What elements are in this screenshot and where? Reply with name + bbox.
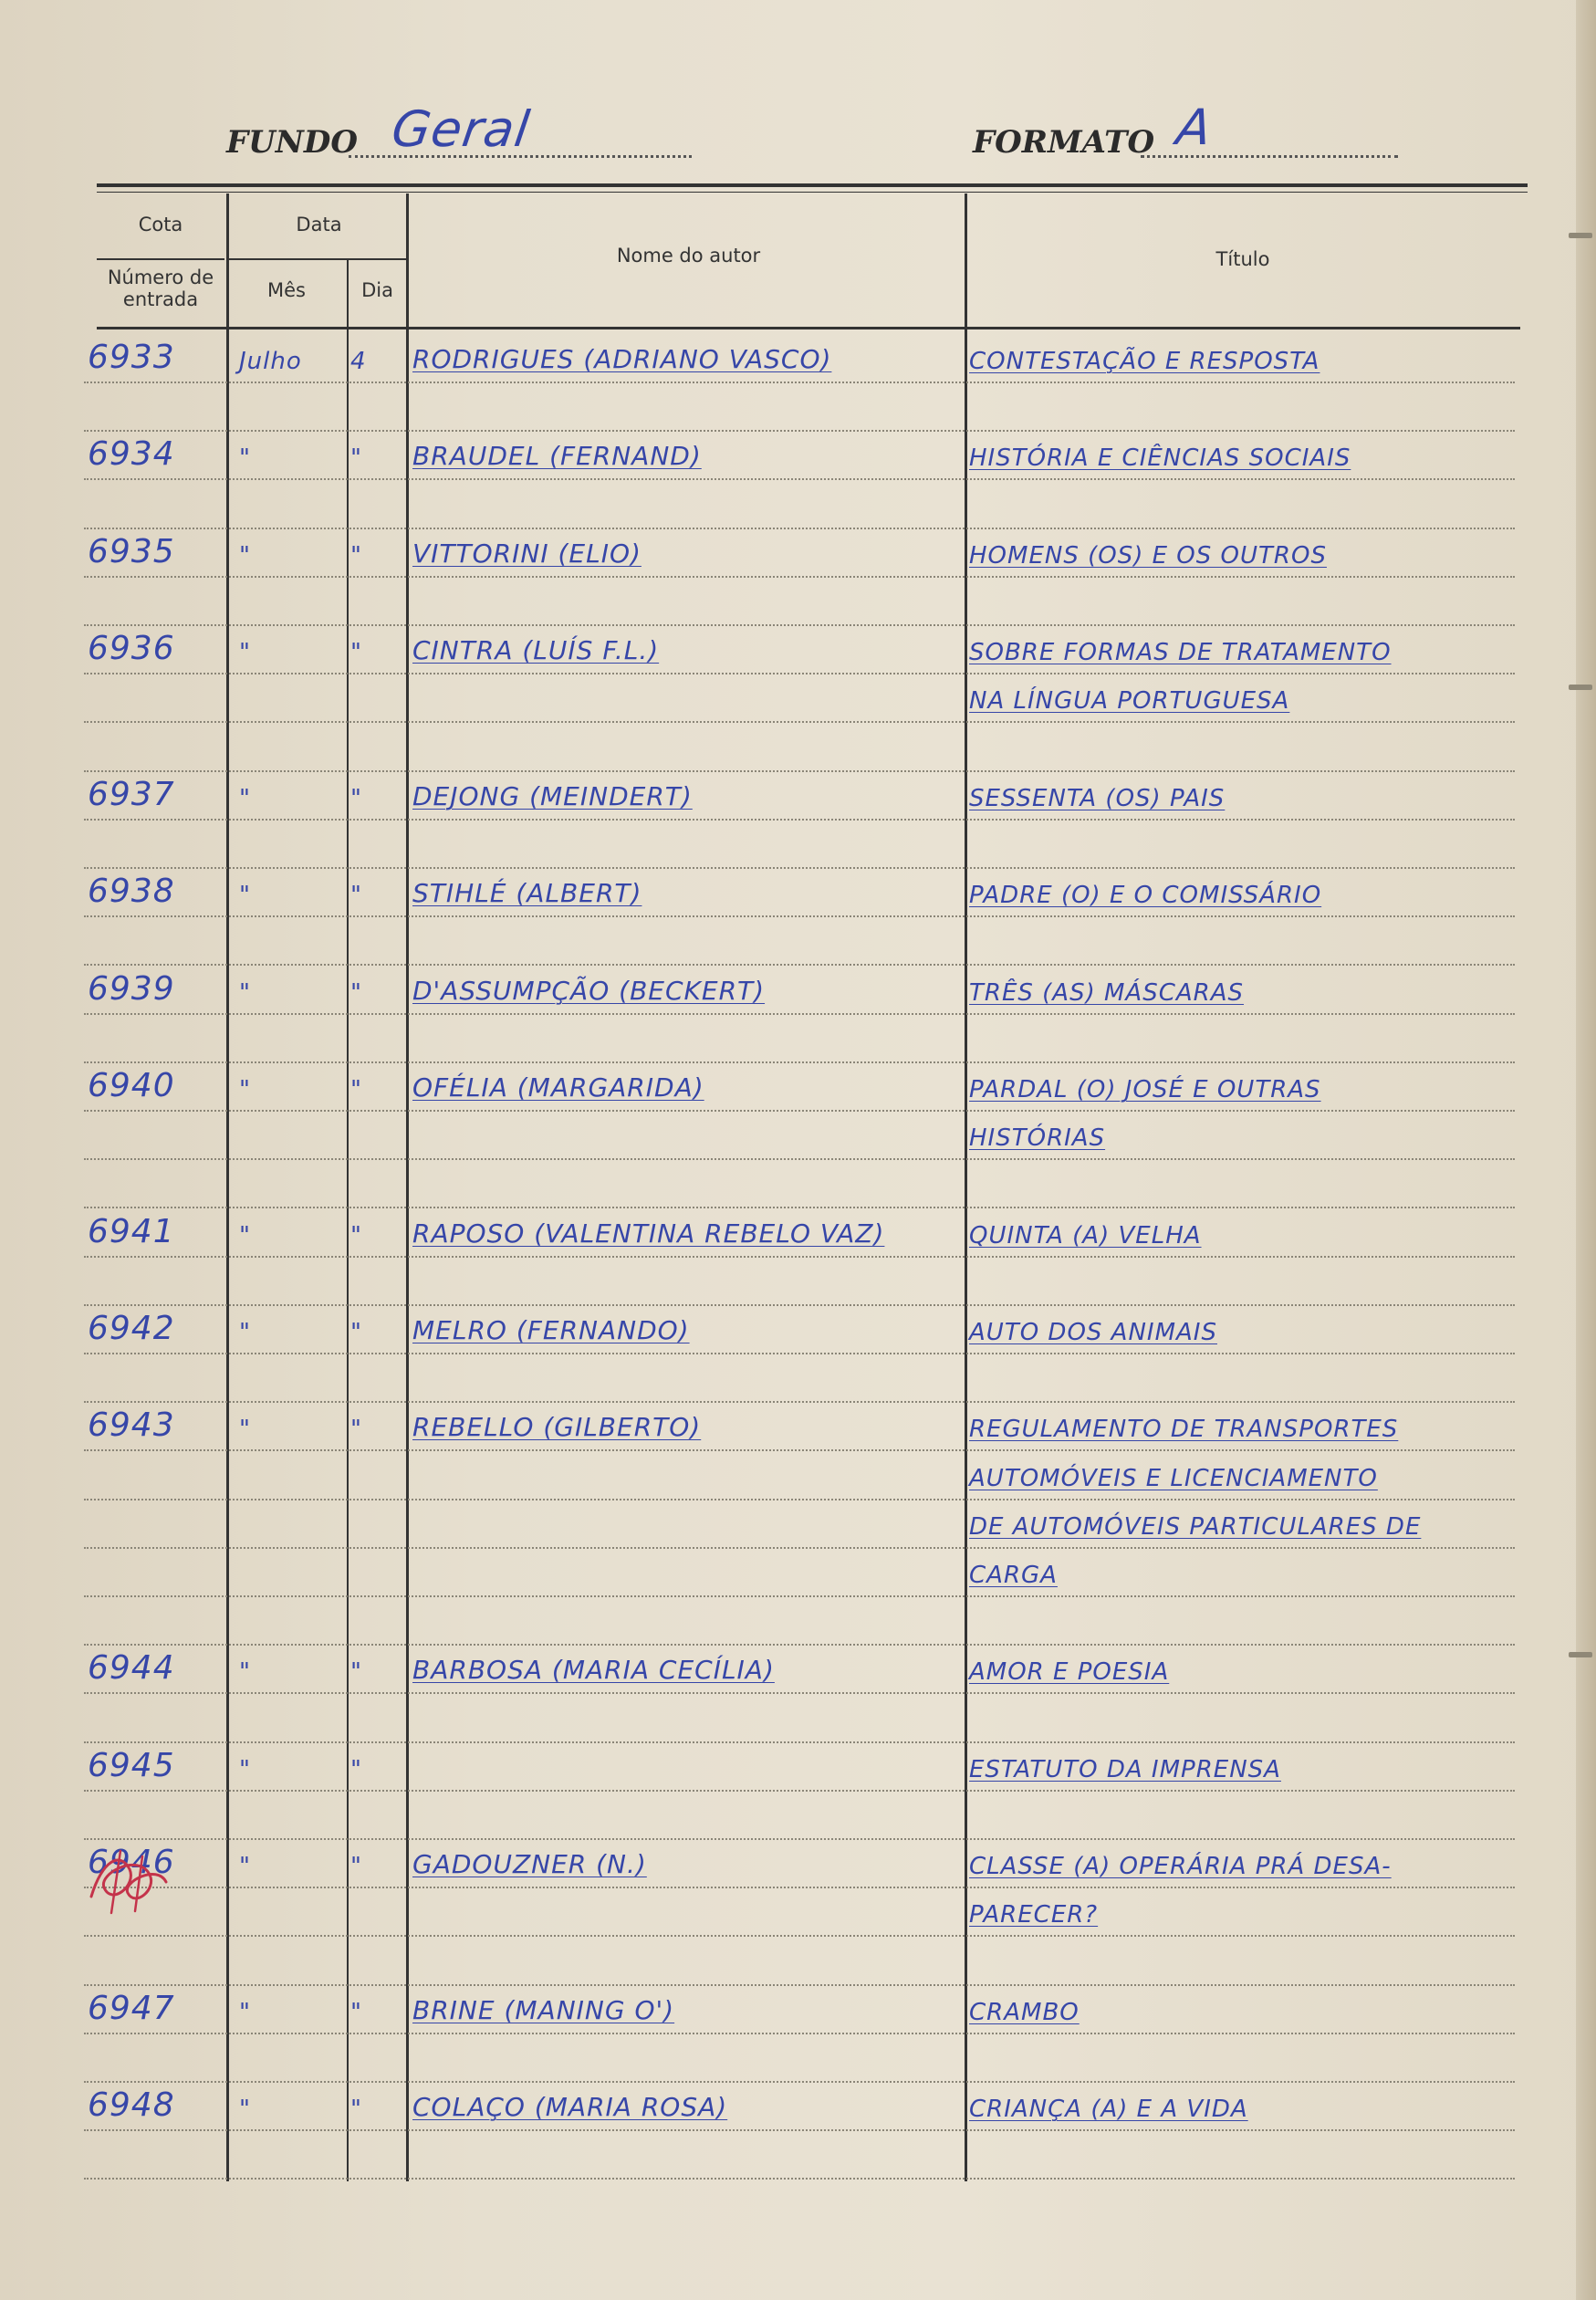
entry-month: " <box>239 1756 251 1783</box>
ruled-line <box>84 819 1515 821</box>
ruled-line <box>84 1692 1515 1694</box>
top-rule <box>97 183 1528 187</box>
entry-title-line: HISTÓRIA E CIÊNCIAS SOCIAIS <box>969 444 1351 472</box>
ruled-line <box>84 1595 1515 1597</box>
ruled-line <box>84 1935 1515 1937</box>
entry-author: VITTORINI (ELIO) <box>412 538 642 569</box>
ruled-line <box>84 1256 1515 1258</box>
entry-title-line: AMOR E POESIA <box>969 1658 1170 1686</box>
entry-number: 6940 <box>88 1067 175 1104</box>
entry-day: " <box>350 1999 362 2026</box>
entry-title-line: CLASSE (A) OPERÁRIA PRÁ DESA- <box>969 1853 1392 1880</box>
ruled-line <box>84 867 1515 869</box>
ruled-line <box>84 1449 1515 1451</box>
vrule-autor <box>965 193 967 2181</box>
ruled-line <box>84 382 1515 383</box>
entry-title-line: PARDAL (O) JOSÉ E OUTRAS <box>969 1076 1321 1103</box>
entry-number: 6943 <box>88 1406 175 1444</box>
ruled-line <box>84 915 1515 917</box>
header-autor: Nome do autor <box>616 245 761 267</box>
entry-day: " <box>350 542 362 570</box>
entry-day: " <box>350 1853 362 1880</box>
entry-month: " <box>239 1416 251 1443</box>
ruled-line <box>84 1790 1515 1792</box>
entry-month: Julho <box>239 348 302 375</box>
entry-title-line: AUTO DOS ANIMAIS <box>969 1319 1217 1346</box>
entry-month: " <box>239 1853 251 1880</box>
ruled-line <box>84 1110 1515 1112</box>
entry-title-line: SOBRE FORMAS DE TRATAMENTO <box>969 639 1392 666</box>
ruled-line <box>84 528 1515 529</box>
entry-title-line: CONTESTAÇÃO E RESPOSTA <box>969 348 1320 375</box>
ruled-line <box>84 1644 1515 1646</box>
entry-author: REBELLO (GILBERTO) <box>412 1412 702 1442</box>
entry-number: 6937 <box>88 776 175 813</box>
entry-number: 6938 <box>88 873 175 910</box>
entry-title-line: DE AUTOMÓVEIS PARTICULARES DE <box>969 1513 1422 1541</box>
entry-month: " <box>239 639 251 666</box>
entry-title-line: REGULAMENTO DE TRANSPORTES <box>969 1416 1399 1443</box>
entry-author: GADOUZNER (N.) <box>412 1849 647 1879</box>
ruled-line <box>84 1547 1515 1549</box>
formato-value: A <box>1173 99 1216 156</box>
entry-author: RODRIGUES (ADRIANO VASCO) <box>412 344 832 374</box>
header-data: Data <box>296 214 342 235</box>
entry-number: 6935 <box>88 533 175 570</box>
ruled-line <box>84 1353 1515 1354</box>
ruled-line <box>84 1838 1515 1840</box>
entry-title-line: HISTÓRIAS <box>969 1124 1106 1152</box>
entry-month: " <box>239 542 251 570</box>
ruled-line <box>84 478 1515 480</box>
entry-title-line: CRAMBO <box>969 1999 1080 2026</box>
staple-lower <box>1569 1652 1592 1657</box>
entry-title-line: NA LÍNGUA PORTUGUESA <box>969 687 1290 715</box>
entry-day: " <box>350 1076 362 1103</box>
fundo-value: Geral <box>388 100 534 158</box>
entry-title-line: PADRE (O) E O COMISSÁRIO <box>969 882 1322 909</box>
ruled-line <box>84 673 1515 674</box>
ruled-line <box>84 1499 1515 1500</box>
entry-day: " <box>350 2096 362 2123</box>
entry-number: 6947 <box>88 1990 175 2027</box>
entry-author: MELRO (FERNANDO) <box>412 1315 690 1345</box>
entry-author: CINTRA (LUÍS F.L.) <box>412 635 660 665</box>
formato-label: FORMATO <box>973 124 1155 161</box>
red-correction-mark <box>84 1842 172 1915</box>
header-titulo: Título <box>1215 248 1270 270</box>
ruled-line <box>84 1013 1515 1015</box>
entry-number: 6936 <box>88 630 175 667</box>
vrule-mes <box>347 259 349 2181</box>
staple-middle <box>1569 685 1592 690</box>
entry-author: BRAUDEL (FERNAND) <box>412 441 702 471</box>
ruled-line <box>84 1207 1515 1208</box>
entry-title-line: QUINTA (A) VELHA <box>969 1222 1202 1249</box>
entry-title-line: AUTOMÓVEIS E LICENCIAMENTO <box>969 1465 1378 1492</box>
header-dia: Dia <box>361 279 393 301</box>
data-divider <box>228 258 406 260</box>
entry-month: " <box>239 1999 251 2026</box>
ruled-line <box>84 964 1515 966</box>
header-mes: Mês <box>267 279 306 301</box>
entry-number: 6933 <box>88 339 175 376</box>
ruled-line <box>84 1061 1515 1063</box>
entry-title-line: TRÊS (AS) MÁSCARAS <box>969 979 1245 1007</box>
entry-month: " <box>239 1319 251 1346</box>
ruled-line <box>84 1158 1515 1160</box>
ruled-line <box>84 1401 1515 1403</box>
entry-title-line: ESTATUTO DA IMPRENSA <box>969 1756 1281 1783</box>
binding-edge <box>1576 0 1596 2300</box>
entry-author: OFÉLIA (MARGARIDA) <box>412 1072 704 1103</box>
ruled-line <box>84 1984 1515 1986</box>
ruled-line <box>84 2178 1515 2180</box>
entry-month: " <box>239 979 251 1007</box>
top-rule-thin <box>97 192 1528 193</box>
fundo-label: FUNDO <box>226 124 358 161</box>
entry-number: 6939 <box>88 970 175 1008</box>
ruled-line <box>84 2081 1515 2083</box>
entry-day: " <box>350 444 362 472</box>
entry-author: D'ASSUMPÇÃO (BECKERT) <box>412 976 766 1006</box>
entry-number: 6946 <box>88 1844 175 1881</box>
entry-day: " <box>350 1658 362 1686</box>
ruled-line <box>84 2129 1515 2131</box>
entry-title-line: HOMENS (OS) E OS OUTROS <box>969 542 1327 570</box>
ruled-line <box>84 576 1515 578</box>
entry-number: 6941 <box>88 1213 175 1250</box>
entry-number: 6948 <box>88 2086 175 2124</box>
entry-author: COLAÇO (MARIA ROSA) <box>412 2092 728 2122</box>
entry-month: " <box>239 1076 251 1103</box>
entry-title-line: PARECER? <box>969 1901 1099 1929</box>
ruled-line <box>84 624 1515 626</box>
ruled-line <box>84 2033 1515 2034</box>
entry-title-line: SESSENTA (OS) PAIS <box>969 785 1226 812</box>
entry-day: " <box>350 882 362 909</box>
entry-month: " <box>239 444 251 472</box>
staple-top <box>1569 233 1592 238</box>
entry-title-line: CRIANÇA (A) E A VIDA <box>969 2096 1248 2123</box>
entry-day: " <box>350 1222 362 1249</box>
ruled-line <box>84 1304 1515 1306</box>
entry-title-line: CARGA <box>969 1562 1058 1589</box>
entry-month: " <box>239 785 251 812</box>
cota-divider <box>97 258 224 260</box>
ruled-line <box>84 1887 1515 1888</box>
ruled-line <box>84 430 1515 432</box>
entry-day: " <box>350 1416 362 1443</box>
ruled-line <box>84 1741 1515 1743</box>
entry-author: BRINE (MANING O') <box>412 1995 675 2025</box>
header-numero-entrada: Número de entrada <box>107 267 214 311</box>
ruled-line <box>84 721 1515 723</box>
header-cota: Cota <box>138 214 183 235</box>
vrule-data <box>406 193 409 2181</box>
entry-month: " <box>239 2096 251 2123</box>
entry-month: " <box>239 1222 251 1249</box>
header-bottom-rule <box>97 327 1520 329</box>
entry-day: " <box>350 785 362 812</box>
entry-author: BARBOSA (MARIA CECÍLIA) <box>412 1655 775 1685</box>
entry-author: DEJONG (MEINDERT) <box>412 781 693 811</box>
entry-day: " <box>350 979 362 1007</box>
entry-number: 6942 <box>88 1310 175 1347</box>
entry-month: " <box>239 882 251 909</box>
entry-number: 6944 <box>88 1649 175 1687</box>
entry-day: " <box>350 1756 362 1783</box>
entry-number: 6945 <box>88 1747 175 1784</box>
entry-author: STIHLÉ (ALBERT) <box>412 878 642 908</box>
entry-day: " <box>350 639 362 666</box>
entry-month: " <box>239 1658 251 1686</box>
entry-day: " <box>350 1319 362 1346</box>
vrule-cota <box>226 193 229 2181</box>
entry-day: 4 <box>350 348 367 375</box>
entry-number: 6934 <box>88 435 175 473</box>
entry-author: RAPOSO (VALENTINA REBELO VAZ) <box>412 1218 885 1249</box>
ruled-line <box>84 770 1515 772</box>
